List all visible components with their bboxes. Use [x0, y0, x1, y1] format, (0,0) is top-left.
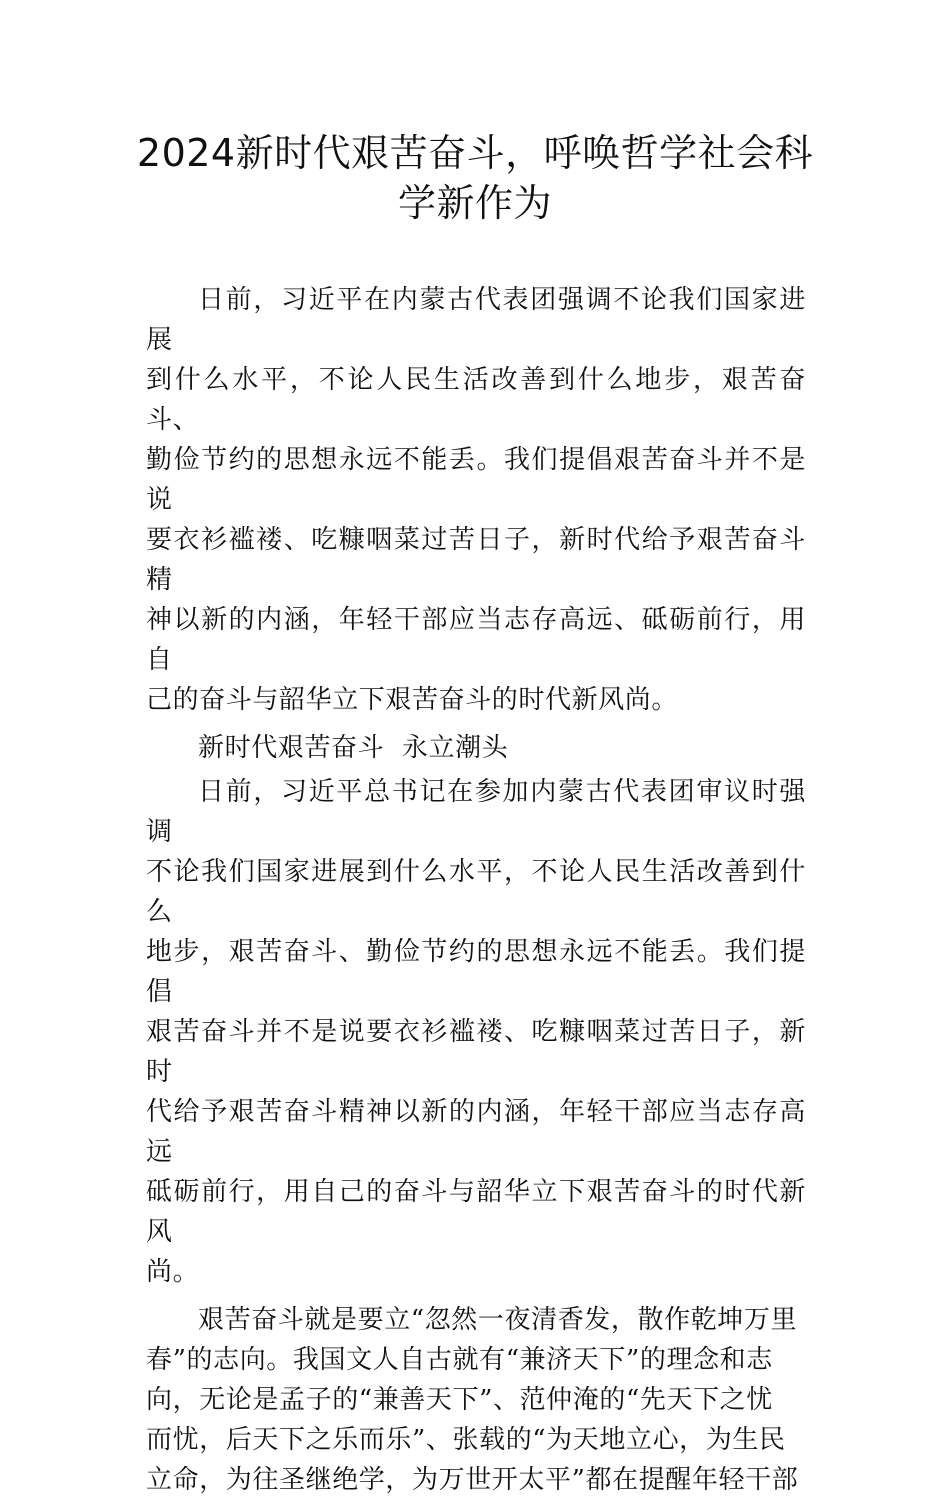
paragraph-line: 向，无论是孟子的“兼善天下”、范仲淹的“先天下之忧 [146, 1385, 773, 1415]
paragraph-2 [146, 772, 806, 1292]
paragraph-line: 立命，为往圣继绝学，为万世开太平”都在提醒年轻干部 [146, 1465, 799, 1495]
document-title: 2024新时代艰苦奋斗，呼唤哲学社会科学新作为 [136, 131, 814, 225]
section-subheading: 新时代艰苦奋斗 永立潮头 [198, 733, 509, 763]
paragraph-line: 要衣衫褴褛、吃糠咽菜过苦日子，新时代给予艰苦奋斗精 [146, 525, 806, 595]
paragraph-line: 地步，艰苦奋斗、勤俭节约的思想永远不能丢。我们提倡 [146, 937, 806, 1007]
paragraph-line: 尚。 [146, 1257, 200, 1287]
paragraph-line: 到什么水平，不论人民生活改善到什么地步，艰苦奋斗、 [146, 365, 806, 435]
paragraph-line: 砥砺前行，用自己的奋斗与韶华立下艰苦奋斗的时代新风 [146, 1177, 806, 1247]
paragraph-line: 己的奋斗与韶华立下艰苦奋斗的时代新风尚。 [146, 685, 679, 715]
paragraph-line: 不论我们国家进展到什么水平，不论人民生活改善到什么 [146, 857, 806, 927]
paragraph-line: 日前，习近平在内蒙古代表团强调不论我们国家进展 [146, 285, 806, 355]
paragraph-line: 勤俭节约的思想永远不能丢。我们提倡艰苦奋斗并不是说 [146, 445, 806, 515]
paragraph-line: 春”的志向。我国文人自古就有“兼济天下”的理念和志 [146, 1345, 773, 1375]
document-body [146, 280, 806, 1500]
paragraph-line: 代给予艰苦奋斗精神以新的内涵，年轻干部应当志存高远 [146, 1097, 806, 1167]
paragraph-line: 艰苦奋斗就是要立“忽然一夜清香发，散作乾坤万里 [198, 1305, 798, 1335]
paragraph-line: 神以新的内涵，年轻干部应当志存高远、砥砺前行，用自 [146, 605, 806, 675]
paragraph-1 [146, 280, 806, 720]
paragraph-line: 日前，习近平总书记在参加内蒙古代表团审议时强调 [146, 777, 806, 847]
paragraph-line: 而忧，后天下之乐而乐”、张载的“为天地立心，为生民 [146, 1425, 786, 1455]
paragraph-line: 艰苦奋斗并不是说要衣衫褴褛、吃糠咽菜过苦日子，新时 [146, 1017, 806, 1087]
paragraph-3 [146, 1300, 806, 1500]
